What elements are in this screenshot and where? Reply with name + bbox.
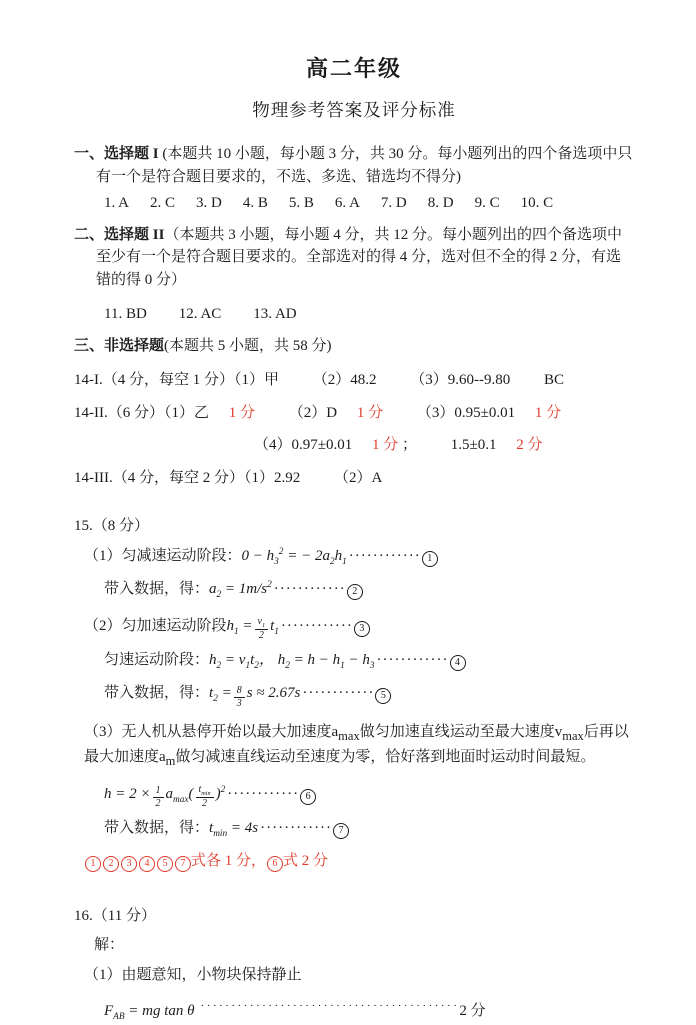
q15-equation-2: [104, 578, 634, 603]
equation-ref-circle: 7: [333, 823, 349, 839]
fraction-denominator: 3: [236, 697, 242, 709]
fraction-denominator: 2: [258, 629, 264, 641]
equation-label: 带入数据，得：: [104, 580, 210, 597]
section2-heading-desc: （本题共 3 小题，每小题 4 分，共 12 分。每小题列出的四个备选项中至少有一个是符合题目要求的。全部选对的得 4 分，选对但不全的得 2 分，有选错的得 0 分）: [96, 226, 622, 288]
equation-ref-circle: 4: [450, 655, 466, 671]
answer-item: 8. D: [427, 195, 454, 212]
q14-1-answer: （3）9.60--9.80: [410, 372, 511, 389]
fraction: [255, 616, 269, 642]
separator: ；: [402, 437, 418, 454]
fraction: [153, 785, 164, 809]
fraction: [234, 685, 245, 709]
answer-item: 12. AC: [178, 306, 222, 323]
answer-item: 9. C: [474, 195, 500, 212]
q14-2-answer: 14-II.（6 分）（1）乙: [74, 404, 209, 421]
fraction-denominator: 2: [155, 797, 161, 809]
equation-math: $a_2 = 1m/s^2$: [209, 579, 272, 600]
score-mark: 2 分: [516, 437, 543, 454]
q14-2-answer: 1.5±0.1: [450, 437, 497, 454]
q15-equation-3: [84, 615, 634, 642]
q16-part1-text: （1）由题意知，小物块保持静止: [84, 966, 302, 983]
q14-part2-row: [74, 402, 634, 425]
score-mark: 2 分: [459, 1003, 486, 1020]
section1-answers: [104, 192, 634, 215]
ref-circle: 5: [157, 856, 173, 872]
section2-answers: [104, 303, 634, 326]
section1-heading-desc: (本题共 10 小题，每小题 3 分，共 30 分。每小题列出的四个备选项中只有一个是符合题目要求的，不选、多选、错选均不得分): [96, 146, 633, 185]
dot-leader: ············: [348, 547, 421, 564]
q14-part1-row: [74, 369, 634, 392]
equation-math: $F_{AB}$ = mg tan θ: [104, 1003, 195, 1023]
q14-2-answer: （2）D: [288, 404, 338, 421]
q14-2-answer: （3）0.95±0.01: [416, 404, 516, 421]
q14-part3-row: [74, 467, 634, 490]
answer-item: 10. C: [520, 195, 554, 212]
fraction-numerator: $v_1$: [255, 616, 269, 630]
q15-equation-5: [104, 682, 634, 709]
answer-item: 7. D: [380, 195, 407, 212]
ref-circle: 7: [175, 856, 191, 872]
q15-equation-6: [104, 783, 634, 810]
ref-circle: 3: [121, 856, 137, 872]
equation-math: [209, 685, 301, 709]
score-mark: 1 分: [371, 437, 399, 454]
q14-3-answer: 14-III.（4 分，每空 2 分）（1）2.92: [74, 469, 301, 486]
score-mark: 1 分: [534, 404, 562, 421]
ref-circle: 6: [267, 856, 283, 872]
q16-solve-label: 解：: [94, 937, 125, 954]
q15-scoring-note: [84, 850, 634, 873]
q14-1-answer: 14-I.（4 分，每空 1 分）（1）甲: [74, 372, 279, 389]
equation-math: [104, 783, 226, 809]
q15-equation-4: [104, 649, 634, 674]
answer-item: 5. B: [288, 195, 314, 212]
q14-3-answer: （2）A: [333, 469, 383, 486]
ref-circle: 1: [85, 856, 101, 872]
equation-label: （1）匀减速运动阶段：: [84, 547, 242, 564]
answer-item: 2. C: [150, 195, 176, 212]
math-fragment: $h_1$ =: [226, 617, 253, 637]
equation-ref-circle: 3: [354, 621, 370, 637]
page-subtitle: 物理参考答案及评分标准: [252, 100, 456, 120]
section3-heading-desc: (本题共 5 小题，共 58 分): [164, 337, 332, 354]
section3-heading-title: 三、非选择题: [74, 337, 165, 354]
math-fragment: $t_2$ =: [209, 685, 232, 705]
section1-heading: [74, 143, 634, 188]
answer-item: 3. D: [196, 195, 222, 212]
equation-ref-circle: 1: [422, 551, 438, 567]
equation-label: 带入数据，得：: [104, 685, 210, 702]
scoring-note-text: 式各 1 分，: [191, 853, 267, 870]
fraction-numerator: $t_{min}$: [196, 784, 214, 798]
math-fragment: h = 2 ×: [104, 785, 151, 802]
equation-math: [226, 615, 279, 641]
q14-2-answer: （4）0.97±0.01: [254, 437, 353, 454]
q14-1-answer: （2）48.2: [312, 372, 377, 389]
scoring-note-text: 式 2 分: [283, 853, 329, 870]
q15-part3-text: （3）无人机从悬停开始以最大加速度$a_{max}$做匀加速直线运动至最大速度$v_{max}$后再以最大加速度$a_m$做匀减速直线运动至速度为零，恰好落到地面时运动时间最短。: [84, 724, 629, 768]
answer-item: 6. A: [334, 195, 360, 212]
q16-equation: [104, 998, 634, 1025]
fraction-numerator: 1: [153, 785, 164, 798]
score-mark: 1 分: [356, 404, 384, 421]
q14-part2-row-continued: [254, 434, 634, 457]
dot-leader: ··········································: [200, 1000, 460, 1013]
score-mark: 1 分: [228, 404, 256, 421]
answer-item: 13. AD: [253, 306, 297, 323]
math-fragment: )$^2$: [215, 784, 226, 802]
dot-leader: ············: [227, 785, 300, 802]
q15-equation-1: [84, 545, 634, 570]
equation-label: 匀速运动阶段：: [104, 652, 210, 669]
math-fragment: s ≈ 2.67s: [246, 685, 301, 702]
math-fragment: $t_1$: [270, 617, 279, 637]
equation-ref-circle: 5: [375, 688, 391, 704]
dot-leader: ············: [376, 652, 449, 669]
section3-heading: [74, 335, 634, 358]
answer-item: 4. B: [242, 195, 268, 212]
section2-heading-title: 二、选择题 II: [74, 226, 165, 243]
equation-math: $h_2 = v_1t_2$， $h_2 = h - h_1 - h_3$: [209, 652, 375, 672]
dot-leader: ············: [302, 685, 375, 702]
ref-circle: 4: [139, 856, 155, 872]
section2-heading: [74, 224, 634, 292]
math-fragment: $a_{max}$(: [165, 785, 194, 805]
equation-label: 带入数据，得：: [104, 820, 210, 837]
dot-leader: ············: [260, 820, 333, 837]
q14-1-answer: BC: [544, 372, 565, 389]
section1-heading-title: 一、选择题 I: [74, 146, 159, 163]
fraction-numerator: 8: [234, 685, 245, 698]
equation-label: （2）匀加速运动阶段: [84, 617, 227, 634]
equation-ref-circle: 6: [300, 789, 316, 805]
answer-item: 1. A: [104, 195, 130, 212]
q15-equation-7: [104, 817, 634, 842]
answer-item: 11. BD: [104, 306, 147, 323]
ref-circle: 2: [103, 856, 119, 872]
fraction: [196, 784, 214, 810]
equation-math: $0 - h_3^2$ = − $2a_2h_1$: [241, 546, 347, 567]
equation-math: $t_{min} = 4s$: [209, 820, 259, 840]
page-title: 高二年级: [305, 56, 402, 81]
dot-leader: ············: [280, 617, 353, 634]
fraction-denominator: 2: [202, 797, 208, 809]
equation-ref-circle: 2: [347, 584, 363, 600]
q16-heading: 16.（11 分）: [74, 907, 156, 924]
dot-leader: ············: [273, 580, 346, 597]
q15-heading: 15.（8 分）: [74, 518, 150, 535]
